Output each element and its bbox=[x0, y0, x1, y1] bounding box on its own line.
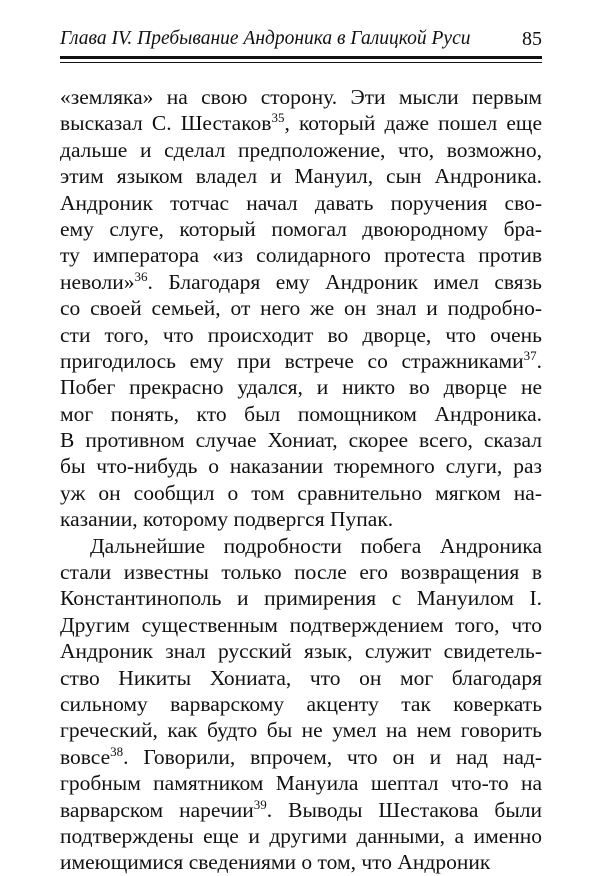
line-text: ту императора «из солидарного протеста против bbox=[60, 243, 542, 268]
text-line bbox=[60, 480, 542, 506]
body-text bbox=[60, 84, 542, 876]
line-text: этим языком владел и Мануил, сын Андроника. bbox=[60, 164, 542, 189]
text-line bbox=[60, 322, 542, 348]
text-line bbox=[60, 506, 542, 532]
line-text: сти того, что происходит во дворце, что очень bbox=[60, 322, 542, 347]
running-title: Глава IV. Пребывание Андроника в Галицкой Руси bbox=[60, 28, 471, 49]
text-line bbox=[60, 612, 542, 638]
text-line bbox=[60, 269, 542, 295]
line-text: уж он сообщил о том сравнительно мягком на- bbox=[60, 480, 542, 505]
text-line bbox=[60, 401, 542, 427]
text-line bbox=[60, 427, 542, 453]
line-text: со своей семьей, от него же он знал и подробно- bbox=[60, 296, 542, 321]
line-text: Дальнейшие подробности побега Андроника bbox=[90, 533, 542, 558]
footnote-ref: 36 bbox=[134, 268, 148, 284]
text-line bbox=[60, 190, 542, 216]
line-text: высказал С. Шестаков bbox=[60, 111, 272, 136]
line-text: Андроник знал русский язык, служит свидетель- bbox=[60, 639, 542, 664]
text-line bbox=[60, 137, 542, 163]
paragraph bbox=[60, 533, 542, 876]
text-line bbox=[60, 295, 542, 321]
line-text: подтверждены еще и другими данными, а именно bbox=[60, 823, 542, 848]
line-text: Другим существенным подтверждением того, что bbox=[60, 612, 542, 637]
text-line bbox=[60, 110, 542, 136]
text-line bbox=[60, 533, 542, 559]
line-text: имеющимися сведениями о том, что Андроник bbox=[60, 850, 491, 875]
line-text: Побег прекрасно удался, и никто во дворце не bbox=[60, 375, 542, 400]
running-header bbox=[60, 24, 542, 54]
line-text: стали известны только после его возвращения в bbox=[60, 560, 542, 585]
line-text: вовсе bbox=[60, 744, 111, 769]
footnote-ref: 37 bbox=[523, 347, 537, 363]
line-text: казании, которому подвергся Пупак. bbox=[60, 507, 394, 532]
header-rule-thin bbox=[60, 62, 542, 63]
line-text: бы что-нибудь о наказании тюремного слуги, раз bbox=[60, 454, 542, 479]
header-rule-thick bbox=[60, 56, 542, 59]
line-text: В противном случае Хониат, скорее всего, сказал bbox=[60, 428, 542, 453]
text-line bbox=[60, 559, 542, 585]
line-text: гробным памятником Мануила шептал что-то на bbox=[60, 771, 542, 796]
line-text: Константинополь и примирения с Мануилом I. bbox=[60, 586, 542, 611]
line-text: пригодилось ему при встрече со стражниками bbox=[60, 348, 524, 373]
text-line bbox=[60, 823, 542, 849]
paragraph bbox=[60, 84, 542, 533]
text-line bbox=[60, 242, 542, 268]
line-text: Андроник тотчас начал давать поручения сво- bbox=[60, 190, 542, 215]
line-text: дальше и сделал предположение, что, возможно, bbox=[60, 137, 542, 162]
text-line bbox=[60, 84, 542, 110]
footnote-ref: 39 bbox=[253, 796, 267, 812]
text-line bbox=[60, 453, 542, 479]
page-number: 85 bbox=[522, 28, 542, 50]
line-text: ему слуге, который помогал двоюродному бра- bbox=[60, 216, 542, 241]
line-text-after: . bbox=[536, 348, 542, 373]
line-text: неволи» bbox=[60, 269, 135, 294]
text-line bbox=[60, 717, 542, 743]
line-text-after: , который даже пошел еще bbox=[284, 111, 542, 136]
footnote-ref: 35 bbox=[271, 110, 285, 126]
line-text: ство Никиты Хониата, что он мог благодаря bbox=[60, 665, 542, 690]
text-line bbox=[60, 770, 542, 796]
text-line bbox=[60, 216, 542, 242]
text-line bbox=[60, 744, 542, 770]
line-text: мог понять, кто был помощником Андроника. bbox=[60, 401, 542, 426]
footnote-ref: 38 bbox=[110, 743, 124, 759]
text-line bbox=[60, 665, 542, 691]
line-text-after: . Выводы Шестакова были bbox=[266, 797, 542, 822]
text-line bbox=[60, 691, 542, 717]
text-line bbox=[60, 797, 542, 823]
text-line bbox=[60, 348, 542, 374]
text-line bbox=[60, 585, 542, 611]
line-text: сильному варварскому акценту так коверкать bbox=[60, 691, 542, 716]
text-line bbox=[60, 638, 542, 664]
text-line bbox=[60, 163, 542, 189]
text-line bbox=[60, 374, 542, 400]
line-text: греческий, как будто бы не умел на нем говорить bbox=[60, 718, 542, 743]
line-text-after: . Благодаря ему Андроник имел связь bbox=[147, 269, 542, 294]
line-text: «земляка» на свою сторону. Эти мысли первым bbox=[60, 85, 542, 109]
line-text: варварском наречии bbox=[60, 797, 254, 822]
line-text-after: . Говорили, впрочем, что он и над над- bbox=[123, 744, 542, 769]
